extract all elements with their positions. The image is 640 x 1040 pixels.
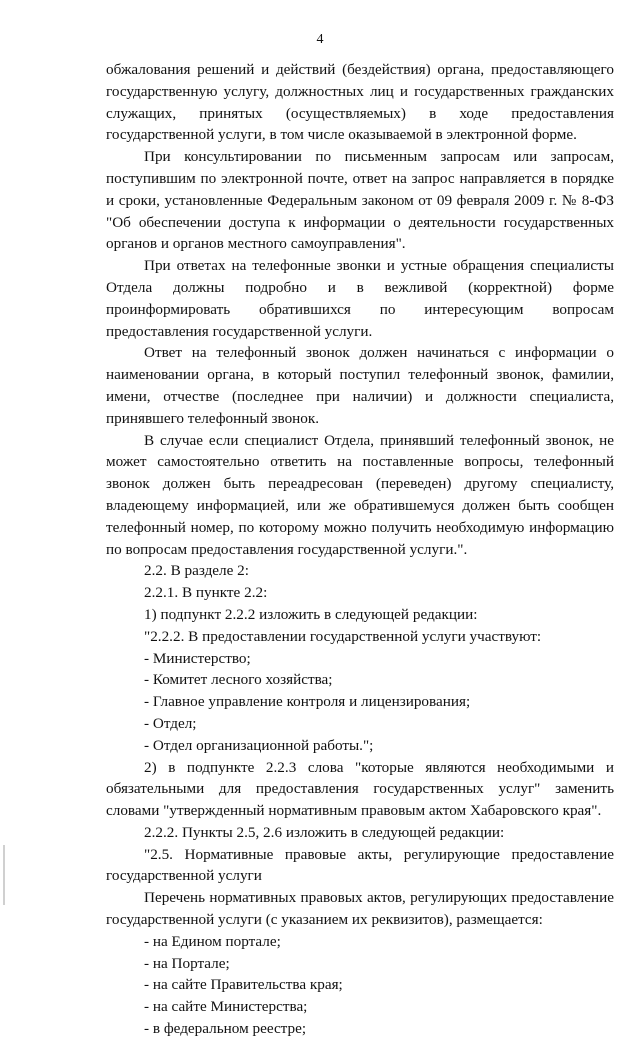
document-paragraph: - на Портале;: [144, 954, 230, 972]
document-paragraph: - на сайте Правительства края;: [144, 976, 343, 994]
document-paragraph: В случае если специалист Отдела, принявший телефонный звонок, не может самостоятельно ответить на поставленные вопросы, телефонный звонок должен быть переадресован (переведен) другому специалисту, владеющему информацией, или же обратившемуся должен быть сообщен телефонный номер, по которому можно получить необходимую информацию по вопросам предоставления государственной услуги.".: [106, 431, 614, 558]
page-number: 4: [316, 32, 324, 47]
document-paragraph: - Отдел;: [144, 714, 197, 732]
document-paragraph: обжалования решений и действий (бездействия) органа, предоставляющего государственную услугу, должностных лиц и государственных гражданских служащих, принятых (осуществляемых) в ходе предоставления государственной услуги, в том числе оказываемой в электронной форме.: [106, 61, 614, 144]
document-paragraph: 2.2.1. В пункте 2.2:: [144, 584, 268, 602]
document-paragraph: 2) в подпункте 2.2.3 слова "которые являются необходимыми и обязательными для предоставления государственных услуг" заменить словами "утвержденный нормативным правовым актом Хабаровского края".: [106, 758, 614, 820]
document-paragraph: - Главное управление контроля и лицензирования;: [144, 693, 471, 711]
document-paragraph: - на Едином портале;: [144, 932, 281, 950]
document-paragraph: 2.2. В разделе 2:: [144, 562, 249, 580]
document-paragraph: - Комитет лесного хозяйства;: [144, 671, 333, 689]
document-paragraph: 1) подпункт 2.2.2 изложить в следующей редакции:: [144, 605, 478, 623]
document-paragraph: 2.2.2. Пункты 2.5, 2.6 изложить в следующей редакции:: [144, 823, 505, 841]
document-paragraph: "2.5. Нормативные правовые акты, регулирующие предоставление государственной услуги: [106, 845, 614, 885]
document-paragraph: При консультировании по письменным запросам или запросам, поступившим по электронной почте, ответ на запрос направляется в порядке и сроки, установленные Федеральным законом от 09 февраля 2009 г. № 8-ФЗ "Об обеспечении доступа к информации о деятельности государственных органов и органов местного самоуправления".: [106, 148, 614, 253]
document-paragraph: Ответ на телефонный звонок должен начинаться с информации о наименовании органа, в который поступил телефонный звонок, фамилии, имени, отчестве (последнее при наличии) и должности специалиста, принявшего телефонный звонок.: [106, 344, 614, 427]
document-paragraph: - Отдел организационной работы.";: [144, 736, 374, 754]
document-paragraph: Перечень нормативных правовых актов, регулирующих предоставление государственной услуги (с указанием их реквизитов), размещается:: [106, 889, 614, 929]
scan-edge-mark: [3, 845, 5, 905]
document-paragraph: - на сайте Министерства;: [144, 998, 308, 1016]
document-paragraph: "2.2.2. В предоставлении государственной услуги участвуют:: [144, 627, 542, 645]
document-paragraph: - в федеральном реестре;: [144, 1020, 307, 1038]
document-paragraph: При ответах на телефонные звонки и устные обращения специалисты Отдела должны подробно и в вежливой (корректной) форме проинформировать обратившихся по интересующим вопросам предоставления государственной услуги.: [106, 257, 614, 340]
document-paragraph: - Министерство;: [144, 649, 251, 667]
document-body: [106, 59, 614, 1040]
